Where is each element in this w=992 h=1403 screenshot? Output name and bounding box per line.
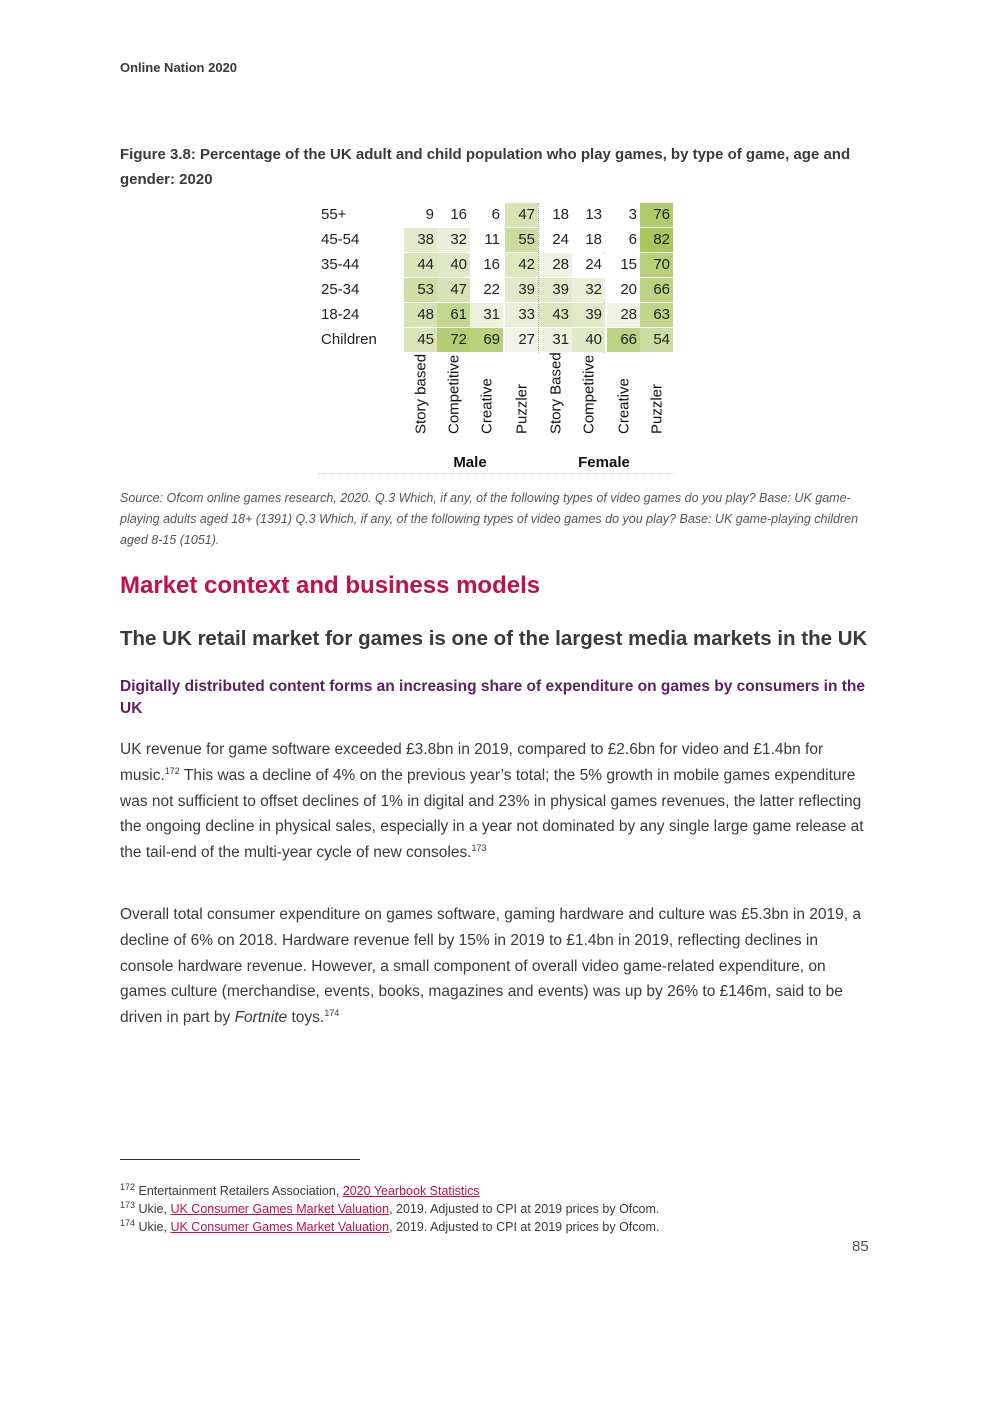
heatmap-cell: 47	[437, 278, 470, 302]
heatmap-cell: 63	[640, 303, 673, 327]
heatmap-cell: 39	[539, 278, 572, 302]
heatmap-row	[318, 278, 674, 302]
column-label: Creative	[615, 378, 632, 434]
footnote-link[interactable]: 2020 Yearbook Statistics	[342, 1184, 480, 1198]
heatmap-cell: 28	[539, 253, 572, 277]
footnote-divider	[120, 1159, 360, 1160]
sub-subsection-heading: Digitally distributed content forms an increasing share of expenditure on games by consumers in the UK	[120, 678, 866, 717]
heatmap-cell: 39	[505, 278, 538, 302]
paragraph-1	[120, 737, 872, 866]
subsection-heading: The UK retail market for games is one of the largest media markets in the UK	[120, 627, 868, 650]
heatmap-cell: 69	[470, 328, 503, 352]
heatmap-cell: 66	[640, 278, 673, 302]
footnote-172: $^{172}$ Entertainment Retailers Association, 2020 Yearbook Statistics	[120, 1181, 480, 1198]
heatmap-cell: 76	[640, 203, 673, 227]
row-label: 45-54	[321, 231, 360, 248]
column-label: Competitive	[580, 354, 597, 434]
row-label: 35-44	[321, 256, 360, 273]
footnote-ref[interactable]: 173	[471, 843, 487, 854]
column-label: Competitive	[445, 354, 462, 434]
column-label: Puzzler	[513, 383, 530, 434]
heatmap-cell: 28	[607, 303, 640, 327]
heatmap-cell: 33	[505, 303, 538, 327]
footnote-ref[interactable]: 172	[164, 765, 180, 776]
heatmap-cell: 70	[640, 253, 673, 277]
paragraph-text: This was a decline of 4% on the previous year’s total; the 5% growth in mobile games expenditure was not sufficient to offset declines of 1% in digital and 23% in physical games revenues, the latter reflecting the ongoing decline in physical sales, especially in a year not dominated by any single large game release at the tail-end of the multi-year cycle of new consoles.	[120, 766, 864, 862]
heatmap-cell: 39	[572, 303, 605, 327]
heatmap-cell: 43	[539, 303, 572, 327]
heatmap-cell: 45	[404, 328, 437, 352]
heatmap-cell: 16	[437, 203, 470, 227]
heatmap-cell: 16	[470, 253, 503, 277]
heatmap-cell: 42	[505, 253, 538, 277]
italic-title: Fortnite	[234, 1009, 288, 1027]
heatmap-chart	[318, 203, 674, 475]
section-title: Market context and business models	[120, 572, 541, 599]
footnote-link[interactable]: UK Consumer Games Market Valuation	[170, 1220, 390, 1234]
heatmap-cell: 38	[404, 228, 437, 252]
heatmap-cell: 20	[607, 278, 640, 302]
heatmap-cell: 27	[505, 328, 538, 352]
running-header: Online Nation 2020	[120, 60, 238, 75]
heatmap-cell: 9	[404, 203, 437, 227]
heatmap-cell: 66	[607, 328, 640, 352]
heatmap-cell: 18	[539, 203, 572, 227]
heatmap-cell: 6	[607, 228, 640, 252]
footnote-173: $^{173}$ Ukie, UK Consumer Games Market Valuation, 2019. Adjusted to CPI at 2019 prices by Ofcom.	[120, 1199, 660, 1216]
footnote-link[interactable]: UK Consumer Games Market Valuation	[170, 1202, 390, 1216]
heatmap-cell: 32	[437, 228, 470, 252]
heatmap-cell: 55	[505, 228, 538, 252]
heatmap-row	[318, 303, 674, 327]
heatmap-row	[318, 203, 674, 227]
footnotes	[120, 1182, 659, 1236]
heatmap-cell: 61	[437, 303, 470, 327]
chart-baseline	[318, 473, 674, 474]
heatmap-cell: 53	[404, 278, 437, 302]
footnote-174: $^{174}$ Ukie, UK Consumer Games Market Valuation, 2019. Adjusted to CPI at 2019 prices by Ofcom.	[120, 1217, 660, 1234]
column-label: Puzzler	[648, 383, 665, 434]
heatmap-cell: 72	[437, 328, 470, 352]
heatmap-cell: 6	[470, 203, 503, 227]
heatmap-cell: 47	[505, 203, 538, 227]
heatmap-cell: 31	[539, 328, 572, 352]
row-label: 55+	[321, 206, 347, 223]
heatmap-cell: 48	[404, 303, 437, 327]
footnote-ref[interactable]: 174	[324, 1008, 340, 1019]
paragraph-text: Overall total consumer expenditure on games software, gaming hardware and culture was £5.3bn in 2019, a decline of 6% on 2018. Hardware revenue fell by 15% in 2019 to £1.4bn in 2019, reflecting declines in console hardware revenue. However, a small component of overall video game-related expenditure, on games culture (merchandise, events, books, magazines and events) was up by 26% to £146m, said to be driven in part by	[120, 906, 861, 1027]
column-label: Creative	[478, 378, 495, 434]
heatmap-cell: 82	[640, 228, 673, 252]
heatmap-row	[318, 253, 674, 277]
group-label-female: Female	[578, 454, 630, 471]
heatmap-cell: 24	[572, 253, 605, 277]
heatmap-cell: 54	[640, 328, 673, 352]
heatmap-cell: 22	[470, 278, 503, 302]
heatmap-cell: 3	[607, 203, 640, 227]
figure-title: Figure 3.8: Percentage of the UK adult and child population who play games, by type of game, age and gender: 2020	[120, 146, 851, 188]
heatmap-cell: 15	[607, 253, 640, 277]
paragraph-2	[120, 902, 872, 1031]
row-label: 25-34	[321, 281, 360, 298]
heatmap-cell: 13	[572, 203, 605, 227]
heatmap-row	[318, 228, 674, 252]
column-label: Story Based	[547, 352, 564, 434]
heatmap-row	[318, 328, 674, 352]
page-number: 85	[852, 1238, 869, 1255]
heatmap-cell: 24	[539, 228, 572, 252]
column-label: Story based	[412, 353, 429, 434]
heatmap-cell: 32	[572, 278, 605, 302]
heatmap-cell: 11	[470, 228, 503, 252]
row-label: Children	[321, 331, 377, 348]
row-label: 18-24	[321, 306, 360, 323]
figure-source: Source: Ofcom online games research, 2020. Q.3 Which, if any, of the following types of video games do you play? Base: UK game-playing adults aged 18+ (1391) Q.3 Which, if any, of the following types of video games do you play? Base: UK game-playing children aged 8-15 (1051).	[120, 491, 859, 547]
heatmap-cell: 40	[437, 253, 470, 277]
group-label-male: Male	[453, 454, 487, 471]
heatmap-cell: 31	[470, 303, 503, 327]
heatmap-cell: 40	[572, 328, 605, 352]
paragraph-text: toys.	[287, 1009, 325, 1027]
paragraph-text: UK revenue for game software exceeded £3.8bn in 2019, compared to £2.6bn for video and £1.4bn for music.	[120, 741, 824, 784]
heatmap-cell: 44	[404, 253, 437, 277]
heatmap-cell: 18	[572, 228, 605, 252]
